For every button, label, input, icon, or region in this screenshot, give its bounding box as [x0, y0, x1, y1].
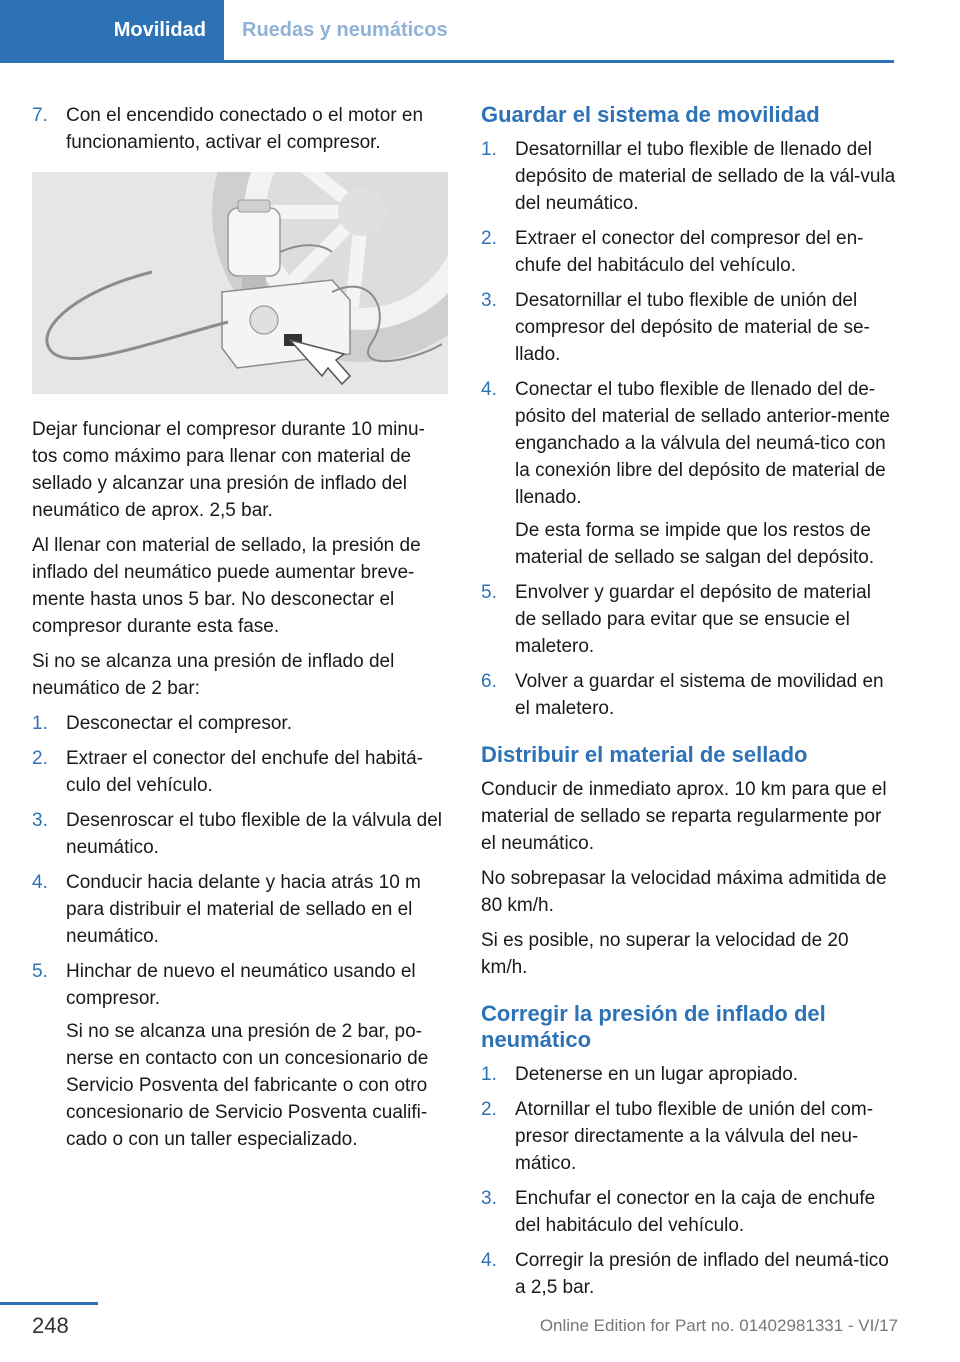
step-number: 3.	[481, 1188, 497, 1209]
step-number: 2.	[481, 228, 497, 249]
step-text: Hinchar de nuevo el neumático usando el compresor.	[66, 961, 416, 1009]
right-column	[481, 102, 897, 1309]
compressor-tire-image	[32, 172, 448, 394]
footer-divider	[0, 1302, 98, 1305]
step-text: Extraer el conector del enchufe del habitá‐culo del vehículo.	[66, 748, 423, 796]
step-number: 6.	[481, 671, 497, 692]
step-text: Extraer el conector del compresor del en‐chufe del habitáculo del vehículo.	[515, 228, 864, 276]
list-item	[32, 102, 448, 156]
list-item	[481, 668, 897, 722]
section-heading: Distribuir el material de sellado	[481, 742, 808, 767]
list-item	[481, 136, 897, 217]
page-header	[0, 0, 960, 66]
step-text: Atornillar el tubo flexible de unión del com‐presor directamente a la válvula del neu‐mático.	[515, 1099, 874, 1174]
step-number: 4.	[481, 1250, 497, 1271]
compressor-illustration	[32, 172, 448, 394]
step-number: 2.	[481, 1099, 497, 1120]
list-item	[32, 958, 448, 1012]
step-text: Envolver y guardar el depósito de material de sellado para evitar que se ensucie el maletero.	[515, 582, 871, 657]
list-item	[481, 1247, 897, 1301]
section-heading: Corregir la presión de inflado del neumático	[481, 1001, 826, 1052]
step-number: 5.	[481, 582, 497, 603]
list-item	[32, 807, 448, 861]
step-text: Volver a guardar el sistema de movilidad en el maletero.	[515, 671, 884, 719]
step-number: 4.	[481, 379, 497, 400]
step-text: Conducir hacia delante y hacia atrás 10 m para distribuir el material de sellado en el neumático.	[66, 872, 421, 947]
step-number: 4.	[32, 872, 48, 893]
paragraph: Conducir de inmediato aprox. 10 km para que el material de sellado se reparta regularmente por el neumático.	[481, 779, 887, 854]
step-text: Corregir la presión de inflado del neumá‐tico a 2,5 bar.	[515, 1250, 889, 1298]
step-text: Detenerse en un lugar apropiado.	[515, 1064, 799, 1085]
step-number: 1.	[32, 713, 48, 734]
step-number: 3.	[481, 290, 497, 311]
list-item	[481, 579, 897, 660]
step-text: Desatornillar el tubo flexible de unión del compresor del depósito de material de se‐llado.	[515, 290, 870, 365]
step-number: 1.	[481, 139, 497, 160]
paragraph: Si es posible, no superar la velocidad de 20 km/h.	[481, 930, 849, 978]
step-number: 7.	[32, 105, 48, 126]
edition-note: Online Edition for Part no. 01402981331 - VI/17	[539, 1316, 898, 1335]
list-item	[481, 1061, 897, 1088]
step-note: Si no se alcanza una presión de 2 bar, po‐nerse en contacto con un concesionario de Servicio Posventa del fabricante o con otro concesionario de Servicio Posventa cualifi‐cado o con un taller especializado.	[66, 1021, 429, 1150]
paragraph: Al llenar con material de sellado, la presión de inflado del neumático puede aumentar breve‐mente hasta unos 5 bar. No desconectar el compresor durante esta fase.	[32, 535, 421, 637]
list-item	[32, 745, 448, 799]
step-number: 3.	[32, 810, 48, 831]
step-number: 2.	[32, 748, 48, 769]
header-divider	[0, 60, 894, 63]
tab-movilidad[interactable]: Movilidad	[0, 0, 224, 60]
list-item	[32, 869, 448, 950]
list-item	[32, 710, 448, 737]
tab-ruedas-neumaticos[interactable]: Ruedas y neumáticos	[242, 18, 448, 41]
list-item	[481, 1185, 897, 1239]
paragraph: No sobrepasar la velocidad máxima admitida de 80 km/h.	[481, 868, 887, 916]
step-text: Desenroscar el tubo flexible de la válvula del neumático.	[66, 810, 442, 858]
step-text: Conectar el tubo flexible de llenado del de‐pósito del material de sellado anterior‐mente enganchado a la válvula del neumá‐tico con la conexión libre del depósito de material de llenado.	[515, 379, 890, 508]
step-text: Con el encendido conectado o el motor en funcionamiento, activar el compresor.	[66, 105, 424, 153]
step-text: Desatornillar el tubo flexible de llenado del depósito de material de sellado de la vál‐vula del neumático.	[515, 139, 896, 214]
step-number: 1.	[481, 1064, 497, 1085]
list-item	[481, 287, 897, 368]
section-heading: Guardar el sistema de movilidad	[481, 102, 820, 127]
step-note: De esta forma se impide que los restos de material de sellado se salgan del depósito.	[515, 520, 875, 568]
paragraph: Si no se alcanza una presión de inflado del neumático de 2 bar:	[32, 651, 395, 699]
page-number: 248	[32, 1313, 69, 1338]
step-text: Desconectar el compresor.	[66, 713, 292, 734]
left-column	[32, 102, 448, 1161]
list-item	[481, 1096, 897, 1177]
list-item	[481, 376, 897, 511]
list-item	[481, 225, 897, 279]
step-number: 5.	[32, 961, 48, 982]
step-text: Enchufar el conector en la caja de enchufe del habitáculo del vehículo.	[515, 1188, 876, 1236]
paragraph: Dejar funcionar el compresor durante 10 minu‐tos como máximo para llenar con material de sellado y alcanzar una presión de inflado del neumático de aprox. 2,5 bar.	[32, 419, 425, 521]
